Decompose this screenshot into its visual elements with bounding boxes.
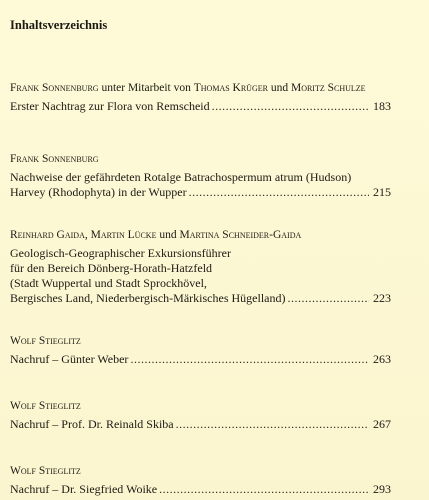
entry-authors [10,152,391,166]
toc-entry [10,152,391,200]
entry-authors [10,334,391,348]
entry-title-line: Nachweise der gefährdeten Rotalge Batrachospermum atrum (Hudson) [10,170,352,184]
page-number: 183 [373,99,391,113]
author-connector: und [267,82,291,94]
toc-entry [10,334,391,367]
entry-title-text: Bergisches Land, Niederbergisch-Märkisches Hügelland) [10,291,286,305]
dot-leader [130,352,369,367]
toc-entry [10,228,391,306]
entry-title-line: Geologisch-Geographischer Exkursionsführer [10,246,231,260]
author-connector: unter Mitarbeit von [98,82,194,94]
author-connector: und [156,229,180,241]
author-name: Wolf Stieglitz [10,335,81,347]
entry-title-text: Harvey (Rhodophyta) in der Wupper [10,185,187,199]
entry-title-line[interactable] [10,185,391,200]
author-name: Wolf Stieglitz [10,400,81,412]
entry-authors [10,399,391,413]
entry-title [10,352,391,367]
dot-leader [189,185,369,200]
author-name: Thomas Krüger [193,82,268,94]
entry-title-text: Nachruf – Günter Weber [10,352,129,366]
dot-leader [159,482,369,497]
dot-leader [176,417,369,432]
author-name: Reinhard Gaida [10,229,85,241]
entry-title-text: Erster Nachtrag zur Flora von Remscheid [10,99,210,113]
entry-title [10,482,391,497]
entry-title-line: für den Bereich Dönberg-Horath-Hatzfeld [10,261,213,275]
author-name: Moritz Schulze [290,82,366,94]
page-number: 267 [373,417,391,431]
entry-title [10,99,391,114]
toc-entry [10,399,391,432]
page-number: 215 [373,185,391,199]
entry-title [10,417,391,432]
entry-title-line[interactable] [10,482,391,497]
entry-title [10,246,391,306]
toc-entry [10,464,391,497]
dot-leader [212,99,369,114]
author-name: Wolf Stieglitz [10,465,81,477]
page-number: 263 [373,352,391,366]
author-name: Frank Sonnenburg [10,82,99,94]
author-name: Frank Sonnenburg [10,153,99,165]
entry-authors [10,81,391,95]
entry-title-text: Nachruf – Dr. Siegfried Woike [10,482,158,496]
page-title: Inhaltsverzeichnis [10,18,108,32]
author-name: Martina Schneider-Gaida [179,229,302,241]
dot-leader [287,291,369,306]
page-number: 223 [373,291,391,305]
entry-title [10,170,391,200]
author-name: Martin Lücke [90,229,157,241]
entry-title-line[interactable] [10,291,391,306]
author-connector: , [84,229,91,241]
entry-title-text: Nachruf – Prof. Dr. Reinald Skiba [10,417,174,431]
entry-authors [10,464,391,478]
entry-title-line: (Stadt Wuppertal und Stadt Sprockhövel, [10,276,207,290]
page-number: 293 [373,482,391,496]
entry-title-line[interactable] [10,352,391,367]
toc-entry [10,81,391,114]
entry-title-line[interactable] [10,99,391,114]
entry-authors [10,228,391,242]
entry-title-line[interactable] [10,417,391,432]
